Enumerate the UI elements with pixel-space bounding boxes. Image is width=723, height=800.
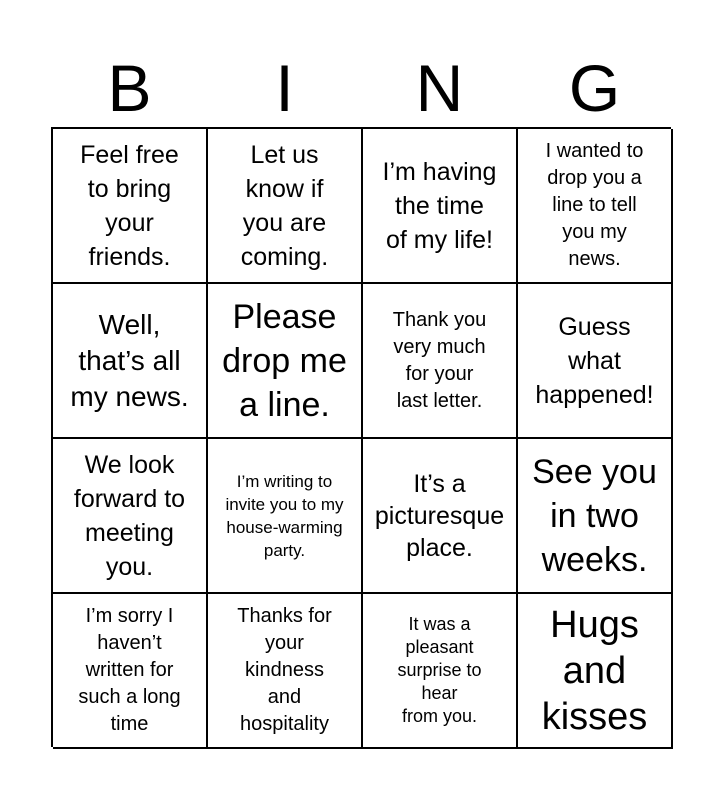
bingo-cell-r4c1[interactable] (53, 594, 208, 749)
cell-text: I wanted to drop you a line to tell you my news. (545, 140, 644, 270)
bingo-cell-r2c2[interactable] (208, 284, 363, 439)
bingo-cell-r2c4[interactable] (518, 284, 673, 439)
bingo-cell-r3c1[interactable] (53, 439, 208, 594)
cell-text: Thank you very much for your last letter. (392, 308, 487, 412)
bingo-cell-r1c3[interactable] (363, 129, 518, 284)
bingo-cell-r4c2[interactable] (208, 594, 363, 749)
cell-text: I’m having the time of my life! (382, 157, 497, 254)
cell-text: I’m writing to invite you to my house-warming party. (225, 471, 344, 560)
bingo-cell-r3c2[interactable] (208, 439, 363, 594)
header-letter-n: N (415, 51, 464, 125)
bingo-cell-r2c3[interactable] (363, 284, 518, 439)
cell-text: It was a pleasant surprise to hear from you. (397, 614, 482, 726)
cell-text: Feel free to bring your friends. (80, 140, 179, 271)
cell-text: We look forward to meeting you. (73, 450, 186, 581)
cell-text: I’m sorry I haven’t written for such a long time (78, 605, 181, 735)
header-letter-b: B (107, 51, 152, 125)
bingo-cell-r3c3[interactable] (363, 439, 518, 594)
header-letter-g: G (568, 51, 621, 125)
cell-text: Thanks for your kindness and hospitality (237, 605, 332, 735)
cell-text: Guess what happened! (535, 312, 654, 409)
bingo-cell-r1c4[interactable] (518, 129, 673, 284)
bingo-cell-r1c1[interactable] (53, 129, 208, 284)
bingo-cell-r3c4[interactable] (518, 439, 673, 594)
bingo-header (52, 50, 672, 126)
cell-text: See you in two weeks. (532, 452, 657, 579)
bingo-cell-r4c3[interactable] (363, 594, 518, 749)
cell-text: Well, that’s all my news. (70, 308, 189, 412)
bingo-cell-r1c2[interactable] (208, 129, 363, 284)
cell-text: It’s a picturesque place. (374, 469, 505, 562)
cell-text: Please drop me a line. (222, 297, 347, 424)
cell-text: Let us know if you are coming. (240, 140, 329, 271)
bingo-card-grid (51, 127, 671, 747)
cell-text: Hugs and kisses (541, 603, 648, 738)
header-letter-i: I (275, 51, 294, 125)
bingo-cell-r4c4[interactable] (518, 594, 673, 749)
bingo-cell-r2c1[interactable] (53, 284, 208, 439)
